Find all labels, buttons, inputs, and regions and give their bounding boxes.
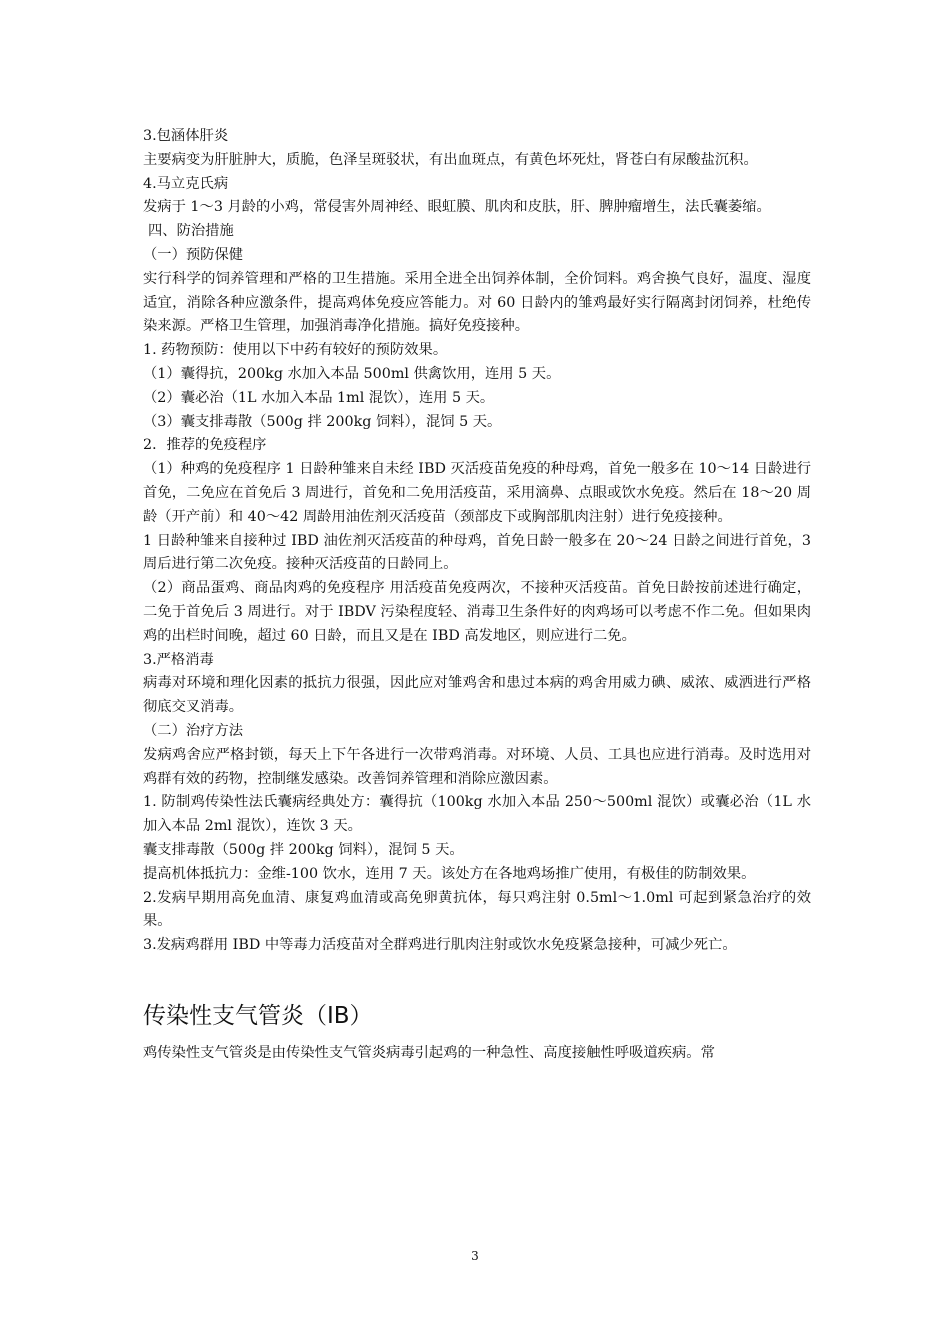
paragraph-disinfection: 病毒对环境和理化因素的抵抗力很强，因此应对雏鸡舍和患过本病的鸡舍用威力碘、威浓、威洒进行严格彻底交叉消毒。 — [143, 675, 811, 716]
document-body — [143, 125, 811, 1066]
item-treatment-prescription: 1. 防制鸡传染性法氏囊病经典处方：囊得抗（100kg 水加入本品 250～500ml 混饮）或囊必治（1L 水加入本品 2ml 混饮），连饮 3 天。 — [143, 794, 811, 835]
section-heading-ib: 传染性支气管炎（IB） — [143, 1002, 373, 1029]
item-treatment-vaccine: 3.发病鸡群用 IBD 中等毒力活疫苗对全群鸡进行肌肉注射或饮水免疫紧急接种，可减少死亡。 — [143, 937, 737, 954]
item-drug-prevention: 1. 药物预防：使用以下中药有较好的预防效果。 — [143, 342, 448, 359]
item-immunization-program: 2．推荐的免疫程序 — [143, 437, 267, 454]
paragraph-marek-symptoms: 发病于 1～3 月龄的小鸡，常侵害外周神经、眼虹膜、肌肉和皮肤，肝、脾肿瘤增生，法氏囊萎缩。 — [143, 199, 771, 216]
item-drug-3: （3）囊支排毒散（500g 拌 200kg 饲料），混饲 5 天。 — [143, 413, 502, 430]
item-treatment-serum: 2.发病早期用高免血清、康复鸡血清或高免卵黄抗体，每只鸡注射 0.5ml～1.0ml 可起到紧急治疗的效果。 — [143, 889, 811, 930]
paragraph-commercial-immunization: （2）商品蛋鸡、商品肉鸡的免疫程序 用活疫苗免疫两次，不接种灭活疫苗。首免日龄按前述进行确定，二免于首免后 3 周进行。对于 IBDV 污染程度轻、消毒卫生条件好的肉鸡场可以考虑不作二免。但如果肉鸡的出栏时间晚，超过 60 日龄，而且又是在 IBD 高发地区，则应进行二免。 — [143, 580, 811, 644]
paragraph-breeder-immunization: （1）种鸡的免疫程序 1 日龄种雏来自未经 IBD 灭活疫苗免疫的种母鸡，首免一般多在 10～14 日龄进行首免，二免应在首免后 3 周进行，首免和二免用活疫苗，采用滴鼻、点眼或饮水免疫。然后在 18～20 周龄（开产前）和 40～42 周龄用油佐剂灭活疫苗（颈部皮下或胸部肌肉注射）进行免疫接种。 — [143, 461, 811, 525]
paragraph-breeder-immunization-2: 1 日龄种雏来自接种过 IBD 油佐剂灭活疫苗的种母鸡，首免日龄一般多在 20～24 日龄之间进行首免，3 周后进行第二次免疫。接种灭活疫苗的日龄同上。 — [143, 532, 811, 573]
item-strict-disinfection: 3.严格消毒 — [143, 651, 214, 668]
item-drug-2: （2）囊必治（1L 水加入本品 1ml 混饮），连用 5 天。 — [143, 389, 495, 406]
subheading-marek-disease: 4.马立克氏病 — [143, 175, 229, 192]
item-treatment-resistance: 提高机体抵抗力：金维-100 饮水，连用 7 天。该处方在各地鸡场推广使用，有极佳的防制效果。 — [143, 865, 756, 882]
section-spacer — [143, 958, 811, 1000]
page-number: 3 — [471, 1249, 479, 1263]
paragraph-hepatitis-lesions: 主要病变为肝脏肿大，质脆，色泽呈斑驳状，有出血斑点，有黄色坏死灶，肾苍白有尿酸盐沉积。 — [143, 151, 758, 168]
item-treatment-detox: 囊支排毒散（500g 拌 200kg 饲料），混饲 5 天。 — [143, 841, 464, 858]
paragraph-management: 实行科学的饲养管理和严格的卫生措施。采用全进全出饲养体制，全价饲料。鸡舍换气良好，温度、湿度适宜，消除各种应激条件，提高鸡体免疫应答能力。对 60 日龄内的雏鸡最好实行隔离封闭饲养，杜绝传染来源。严格卫生管理，加强消毒净化措施。搞好免疫接种。 — [143, 270, 811, 335]
section-heading-prevention-measures: 四、防治措施 — [148, 223, 234, 240]
subsection-prevention-health: （一）预防保健 — [143, 246, 244, 263]
item-drug-1: （1）囊得抗，200kg 水加入本品 500ml 供禽饮用，连用 5 天。 — [143, 365, 561, 382]
paragraph-treatment-intro: 发病鸡舍应严格封锁，每天上下午各进行一次带鸡消毒。对环境、人员、工具也应进行消毒。及时选用对鸡群有效的药物，控制继发感染。改善饲养管理和消除应激因素。 — [143, 746, 811, 787]
subsection-treatment-methods: （二）治疗方法 — [143, 722, 244, 739]
subheading-inclusion-body-hepatitis: 3.包涵体肝炎 — [143, 128, 229, 144]
paragraph-ib-intro: 鸡传染性支气管炎是由传染性支气管炎病毒引起鸡的一种急性、高度接触性呼吸道疾病。常 — [143, 1044, 715, 1061]
